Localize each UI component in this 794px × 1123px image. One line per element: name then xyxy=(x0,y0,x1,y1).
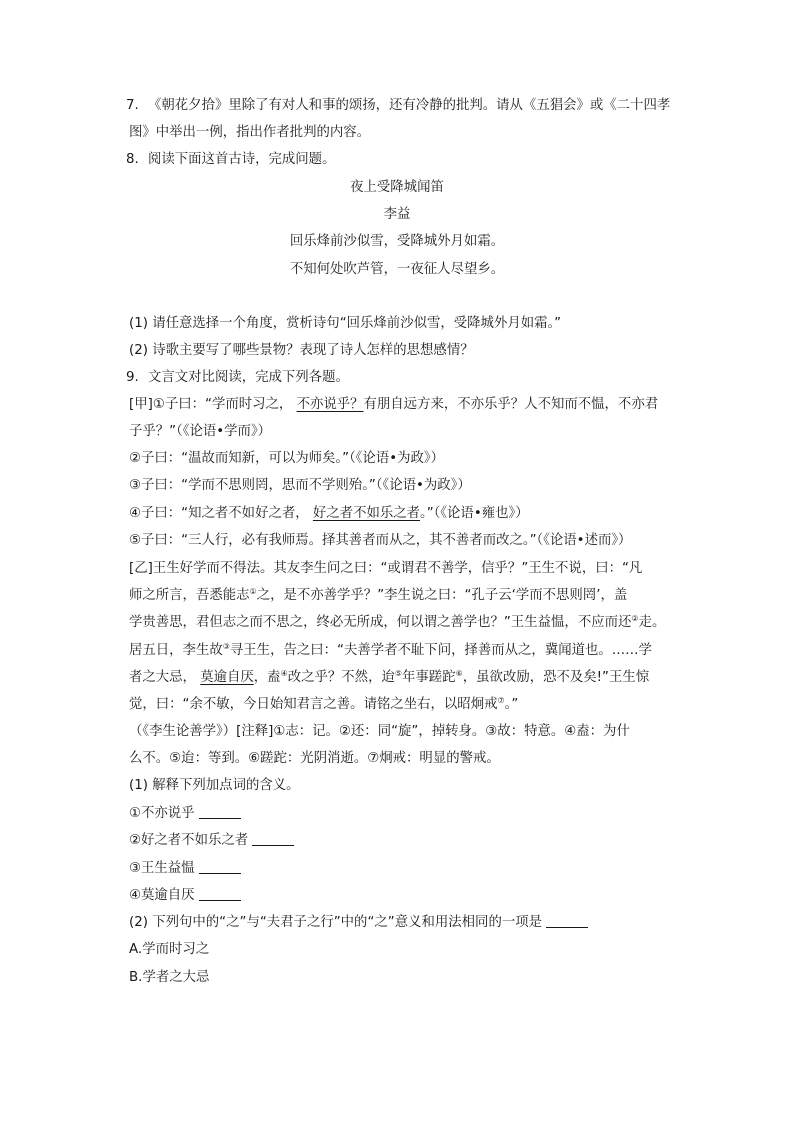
q9-sub1-prompt: (1) 解释下列加点词的含义。 xyxy=(129,778,300,793)
answer-blank[interactable] xyxy=(199,806,241,819)
jia-line4: ③子曰：“学而不思则罔，思而不学则殆。”（《论语•为政》） xyxy=(129,478,471,493)
q8-intro: 8. 阅读下面这首古诗，完成问题。 xyxy=(126,152,336,167)
q8-sub2: (2) 诗歌主要写了哪些景物？表现了诗人怎样的思想感情？ xyxy=(129,343,474,358)
yi-line2: 师之所言，吾悉能志①之，是不亦善学乎？”李生说之曰：“孔子云‘学而不思则罔’，盖 xyxy=(129,587,628,603)
q9-sub2-prompt: (2) 下列句中的“之”与“夫君子之行”中的“之”意义和用法相同的一项是 xyxy=(129,915,588,931)
q8-sub1: (1) 请任意选择一个角度，赏析诗句“回乐烽前沙似雪，受降城外月如霜。” xyxy=(129,316,562,331)
answer-blank[interactable] xyxy=(252,833,294,846)
underlined-phrase: 好之者不如乐之者 xyxy=(312,506,421,521)
jia-line2: 子乎？”（《论语•学而》） xyxy=(129,424,272,439)
underlined-phrase: 不亦说乎？ xyxy=(296,397,364,412)
yi-line7: （《李生论善学》）[注释]①志：记。②还：同“旋”，掉转身。③故：特意。④盍：为什 xyxy=(129,724,630,739)
q9-intro: 9. 文言文对比阅读，完成下列各题。 xyxy=(126,370,349,385)
q9-number: 9. xyxy=(126,370,139,385)
jia-line6: ⑤子曰：“三人行，必有我师焉。择其善者而从之，其不善者而改之。”（《论语•述而》） xyxy=(129,533,632,548)
q9-sub1-item: ④莫逾自厌 xyxy=(129,888,241,904)
yi-line6: 觉，曰：“余不敏，今日始知君言之善。请铭之坐右，以昭炯戒⑦。” xyxy=(129,696,519,712)
q8-number: 8. xyxy=(126,152,139,167)
answer-blank[interactable] xyxy=(546,915,588,928)
underlined-phrase: 莫逾自厌 xyxy=(200,670,254,685)
q9-sub2-option-b: B.学者之大忌 xyxy=(129,970,210,985)
q7-number: 7. xyxy=(126,98,139,113)
answer-blank[interactable] xyxy=(199,861,241,874)
poem-author: 李益 xyxy=(383,207,411,222)
poem-title: 夜上受降城闻笛 xyxy=(350,180,444,195)
poem-line2: 不知何处吹芦管，一夜征人尽望乡。 xyxy=(289,262,505,277)
yi-line3: 学贵善思，君但志之而不思之，终必无所成，何以谓之善学也？”王生益愠，不应而还②走。 xyxy=(129,614,666,630)
q9-sub1-item: ③王生益愠 xyxy=(129,861,241,877)
q9-sub1-item: ①不亦说乎 xyxy=(129,806,241,822)
yi-line1: [乙]王生好学而不得法。其友李生问之曰：“或谓君不善学，信乎？”王生不说，曰：“凡 xyxy=(129,561,643,576)
yi-line4: 居五日，李生故③寻王生，告之曰：“夫善学者不耻下问，择善而从之，冀闻道也。……学 xyxy=(129,642,652,658)
poem-line1: 回乐烽前沙似雪，受降城外月如霜。 xyxy=(289,234,505,249)
q9-sub1-item: ②好之者不如乐之者 xyxy=(129,833,294,849)
q9-sub2-option-a: A.学而时习之 xyxy=(129,942,210,957)
jia-line5: ④子曰：“知之者不如好之者， 好之者不如乐之者。”（《论语•雍也》） xyxy=(129,506,529,521)
yi-line5: 者之大忌， 莫逾自厌，盍④改之乎？不然，迨⑤年事蹉跎⑥，虽欲改励，恐不及矣!”王生惊 xyxy=(129,669,650,685)
jia-line1: [甲]①子曰：“学而时习之， 不亦说乎？有朋自远方来，不亦乐乎？人不知而不愠，不亦君 xyxy=(129,397,659,412)
answer-blank[interactable] xyxy=(199,888,241,901)
yi-line8: 么不。⑤迨：等到。⑥蹉跎：光阴消逝。⑦炯戒：明显的警戒。 xyxy=(129,751,500,766)
q7-line2: 图》中举出一例，指出作者批判的内容。 xyxy=(129,125,371,140)
jia-line3: ②子曰：“温故而知新，可以为师矣。”（《论语•为政》） xyxy=(129,451,444,466)
q7-line1: 7. 《朝花夕拾》里除了有对人和事的颂扬，还有冷静的批判。请从《五猖会》或《二十四孝 xyxy=(126,98,671,113)
